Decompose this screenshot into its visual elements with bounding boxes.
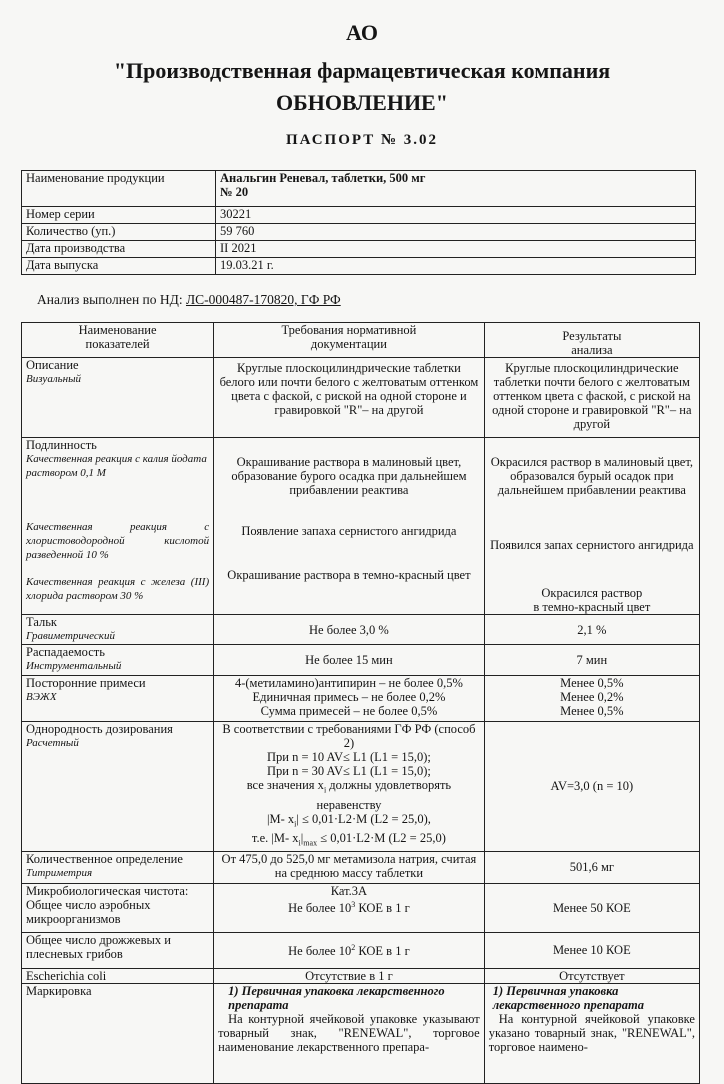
subscript: max <box>303 838 318 848</box>
text-fragment: Не более 10 <box>288 900 352 915</box>
requirement-text: При n = 30 AV≤ L1 (L1 = 15,0); <box>266 764 431 778</box>
indicator-cell <box>22 358 214 438</box>
product-key: Номер серии <box>22 207 216 224</box>
table-row <box>22 224 696 241</box>
indicator-cell <box>22 676 214 722</box>
result-text: Окрасился раствор <box>541 586 643 600</box>
result-text: Менее 0,2% <box>560 690 624 704</box>
requirement-cell <box>214 932 485 968</box>
text-fragment: Не более 10 <box>288 944 352 959</box>
result-cell <box>484 438 699 615</box>
result-cell: Менее 50 КОЕ <box>484 883 699 932</box>
subscript: i <box>294 819 297 828</box>
text-fragment: ≤ 0,01·L2·M (L2 = 25,0), <box>298 811 431 826</box>
result-text: Появился запах сернистого ангидрида <box>490 538 694 552</box>
superscript: 2 <box>351 943 356 953</box>
requirement-text: Окрашивание раствора в темно-красный цвет <box>227 568 471 582</box>
product-name: Анальгин Реневал, таблетки, 500 мг <box>220 171 426 185</box>
requirement-text: Окрашивание раствора в малиновый цвет, образование бурого осадка при дальнейшем прибавлении реактива <box>231 455 467 497</box>
indicator-method: Инструментальный <box>26 660 122 672</box>
col-header-text: Наименование <box>78 323 157 337</box>
result-cell: 2,1 % <box>484 615 699 645</box>
result-text: в темно-красный цвет <box>533 600 651 614</box>
requirement-text: 4-(метиламино)антипирин – не более 0,5% <box>234 676 463 690</box>
table-header-row <box>22 323 700 358</box>
marking-text: На контурной ячейковой упаковке указано товарный знак, "RENEWAL", торговое наимено- <box>488 1011 695 1054</box>
result-cell <box>484 983 699 1083</box>
result-cell: Отсутствует <box>484 968 699 983</box>
product-value: 19.03.21 г. <box>216 258 696 275</box>
requirement-text: Единичная примесь – не более 0,2% <box>252 690 446 704</box>
marking-title: 1) Первичная упаковка лекарственного препарата <box>492 983 645 1012</box>
indicator-cell <box>22 438 214 615</box>
indicator-cell <box>22 615 214 645</box>
col-header-text: Результаты <box>562 329 622 343</box>
text-fragment: M- x <box>269 811 295 826</box>
requirement-text: |M- $x_i| \le 0,01\cdot L2\cdot M$ (L2 = 25,0), <box>266 811 431 828</box>
product-value: 59 760 <box>216 224 696 241</box>
indicator-name: Распадаемость <box>26 645 105 659</box>
product-key: Дата выпуска <box>22 258 216 275</box>
indicator-method: Качественная реакция с хлористоводородной кислотой разведенной 10 % <box>26 521 210 561</box>
text-fragment: КОЕ в 1 г <box>355 944 410 959</box>
org-type: АО <box>346 20 378 45</box>
indicator-cell: Маркировка <box>22 983 214 1083</box>
table-row <box>22 358 700 438</box>
text-fragment: КОЕ в 1 г <box>355 900 410 915</box>
table-row <box>22 722 700 852</box>
superscript: 3 <box>351 899 356 909</box>
indicator-cell <box>22 883 214 932</box>
indicator-method: ВЭЖХ <box>26 691 57 703</box>
indicator-cell <box>22 722 214 852</box>
col-header-results <box>484 323 699 358</box>
marking-text: На контурной ячейковой упаковке указывают товарный знак, "RENEWAL", торговое наименование лекарственного препара- <box>218 1011 480 1054</box>
company-name-2: ОБНОВЛЕНИЕ" <box>276 90 448 115</box>
requirement-text: Кат.3А <box>330 883 368 898</box>
indicator-name: Микробиологическая чистота: <box>26 883 189 898</box>
table-row <box>22 883 700 932</box>
product-value: II 2021 <box>216 241 696 258</box>
text-fragment: т.е. <box>251 831 269 845</box>
table-row <box>22 438 700 615</box>
col-header-text: Требования нормативной <box>281 323 417 337</box>
nd-prefix: Анализ выполнен по НД: <box>37 292 186 307</box>
product-key: Дата производства <box>22 241 216 258</box>
requirement-cell <box>214 438 485 615</box>
table-row <box>22 615 700 645</box>
table-row <box>22 171 696 207</box>
requirement-cell: Круглые плоскоцилиндрические таблетки белого или почти белого с желтоватым оттенком цвета с фаской, с риской на одной стороне и гравировкой "R"– на другой <box>214 358 485 438</box>
requirement-cell: Отсутствие в 1 г <box>214 968 485 983</box>
text-fragment: должны удовлетворять неравенству <box>316 778 452 812</box>
indicator-method: Титриметрия <box>26 866 93 879</box>
requirement-text: Появление запаха сернистого ангидрида <box>241 524 457 538</box>
marking-title: 1) Первичная упаковка лекарственного препарата <box>228 983 445 1012</box>
table-row <box>22 241 696 258</box>
table-row <box>22 258 696 275</box>
table-row <box>22 932 700 968</box>
product-value <box>216 171 696 207</box>
requirement-text: Сумма примесей – не более 0,5% <box>260 704 438 718</box>
text-fragment: ≤ 0,01·L2·M (L2 = 25,0) <box>317 831 446 845</box>
text-fragment: все значения x <box>246 778 324 792</box>
indicator-cell <box>22 645 214 676</box>
requirement-cell: Не более 3,0 % <box>214 615 485 645</box>
indicator-cell <box>22 851 214 883</box>
text-fragment: M- x <box>273 831 299 845</box>
analysis-table <box>21 322 700 1084</box>
result-text: Окрасился раствор в малиновый цвет, образовался бурый осадок при дальнейшем прибавлении реактива <box>490 455 693 497</box>
indicator-name: Количественное определение <box>26 851 183 866</box>
indicator-method: Качественная реакция с калия йодата раствором 0,1 М <box>26 453 207 479</box>
indicator-subname: Общее число аэробных микроорганизмов <box>26 897 151 926</box>
indicator-method: Качественная реакция с железа (III) хлорида раствором 30 % <box>26 576 210 602</box>
result-cell <box>484 676 699 722</box>
subscript: i <box>298 838 301 848</box>
nd-doc: ЛС-000487-170820, ГФ РФ <box>185 292 341 307</box>
col-header-text: показателей <box>85 337 150 351</box>
indicator-name: Описание <box>26 358 79 372</box>
subscript: i <box>323 785 327 795</box>
table-row <box>22 968 700 983</box>
passport-title: ПАСПОРТ № 3.02 <box>285 132 439 148</box>
requirement-text <box>218 778 480 812</box>
nd-line <box>37 292 341 308</box>
table-row <box>22 645 700 676</box>
requirement-text: т.е. |M- $x_i|_{max} \le 0,01\cdot L2\cdot M$ (L2 = 25,0) <box>251 831 446 848</box>
requirement-cell <box>214 883 485 932</box>
product-table <box>21 170 696 275</box>
result-text: Менее 0,5% <box>560 704 624 718</box>
col-header-text: анализа <box>571 343 613 357</box>
product-key: Количество (уп.) <box>22 224 216 241</box>
result-cell: AV=3,0 (n = 10) <box>484 722 699 852</box>
result-text: Менее 0,5% <box>560 676 624 690</box>
table-row <box>22 983 700 1083</box>
result-cell: 501,6 мг <box>484 851 699 883</box>
table-row <box>22 676 700 722</box>
product-value: 30221 <box>216 207 696 224</box>
company-name: "Производственная фармацевтическая компания <box>113 58 611 83</box>
requirement-text <box>218 898 480 915</box>
result-cell: Менее 10 КОЕ <box>484 932 699 968</box>
col-header-indicator <box>22 323 214 358</box>
requirement-cell <box>214 722 485 852</box>
table-row <box>22 207 696 224</box>
indicator-method: Визуальный <box>26 373 82 385</box>
requirement-text: При n = 10 AV≤ L1 (L1 = 15,0); <box>266 750 431 764</box>
requirement-cell <box>214 676 485 722</box>
indicator-name: Подлинность <box>26 438 97 452</box>
result-cell: Круглые плоскоцилиндрические таблетки почти белого с желтоватым оттенком цвета с фаской, с риской на одной стороне и гравировкой "R"– на другой <box>484 358 699 438</box>
col-header-requirements <box>214 323 485 358</box>
requirement-cell <box>214 983 485 1083</box>
indicator-cell: Escherichia coli <box>22 968 214 983</box>
indicator-method: Гравиметрический <box>26 630 115 642</box>
indicator-name: Однородность дозирования <box>26 722 173 736</box>
requirement-cell: Не более 15 мин <box>214 645 485 676</box>
product-key: Наименование продукции <box>22 171 216 207</box>
col-header-text: документации <box>310 337 387 351</box>
requirement-text: В соответствии с требованиями ГФ РФ (способ 2) <box>222 722 476 750</box>
indicator-method: Расчетный <box>26 737 79 749</box>
requirement-cell: От 475,0 до 525,0 мг метамизола натрия, считая на среднюю массу таблетки <box>214 851 485 883</box>
table-row <box>22 851 700 883</box>
indicator-name: Посторонние примеси <box>26 676 146 690</box>
product-pack: № 20 <box>220 185 249 199</box>
indicator-name: Тальк <box>26 615 57 629</box>
indicator-cell: Общее число дрожжевых и плесневых грибов <box>22 932 214 968</box>
result-cell: 7 мин <box>484 645 699 676</box>
